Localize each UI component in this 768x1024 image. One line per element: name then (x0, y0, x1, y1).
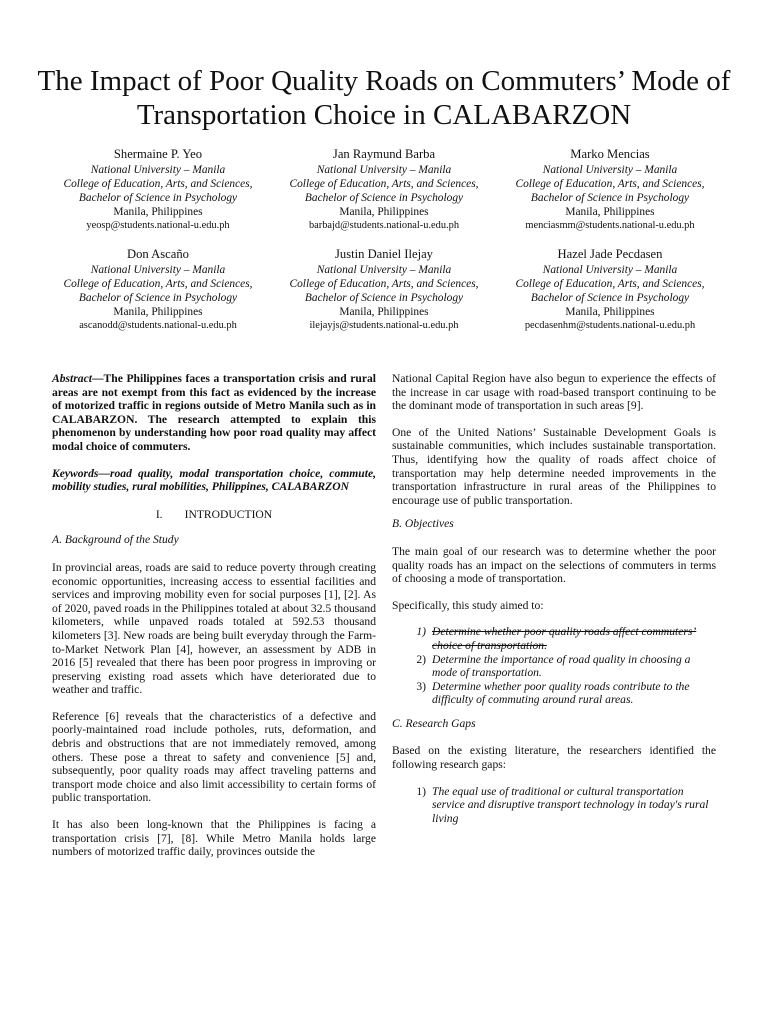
list-text: The equal use of traditional or cultural transportation service and disruptive transport technology in today's rural living (432, 784, 709, 825)
body-paragraph: Specifically, this study aimed to: (392, 598, 544, 612)
author-location: Manila, Philippines (113, 306, 203, 318)
paper-title: The Impact of Poor Quality Roads on Commuters’ Mode of Transportation Choice in CALABARZON (37, 65, 731, 131)
author-name: Jan Raymund Barba (332, 147, 436, 161)
author-name: Hazel Jade Pecdasen (557, 247, 663, 261)
author-location: Manila, Philippines (565, 206, 655, 218)
list-item (392, 653, 716, 680)
author-affiliation: National University – Manila (542, 164, 678, 176)
author-email: pecdasenhm@students.national-u.edu.ph (524, 320, 696, 331)
author-location: Manila, Philippines (565, 306, 655, 318)
author-card (52, 146, 264, 233)
author-email: menciasmm@students.national-u.edu.ph (525, 220, 695, 231)
author-affiliation: National University – Manila (542, 264, 678, 276)
objectives-list (392, 625, 716, 707)
body-paragraph: Reference [6] reveals that the characteristics of a defective and poorly-maintained road include potholes, ruts, deformation, and debris and obstructions that are not immediately removed, among others. These pose a threat to safety and convenience [5] and, subsequently, poor quality roads may affect traveling patterns and transport mode choice and also limit accessibility to certain forms of public transportation. (52, 709, 376, 805)
author-card (278, 146, 490, 233)
author-card (504, 246, 716, 333)
author-department: College of Education, Arts, and Sciences, Bachelor of Science in Psychology (289, 178, 479, 204)
author-affiliation: National University – Manila (316, 264, 452, 276)
author-location: Manila, Philippines (113, 206, 203, 218)
body-paragraph: In provincial areas, roads are said to reduce poverty through creating economic opportunities, increasing access to essential facilities and services and improving mobility even for social purposes [1], [2]. As of 2020, paved roads in the Philippines totaled at about 32.5 thousand kilometers, while unpaved roads totaled at 592.53 thousand kilometers [3]. New roads are being built everyday through the Farm-to-Market Network Plan [4], however, an assessment by ADB in 2016 [5] revealed that there has been poor progress in improving or preserving existing road assets which have deteriorated due to weather and traffic. (52, 560, 376, 697)
author-department: College of Education, Arts, and Sciences, Bachelor of Science in Psychology (515, 178, 705, 204)
list-item (392, 625, 716, 652)
list-number: 2) (416, 652, 426, 666)
body-paragraph: National Capital Region have also begun to experience the effects of the increase in car usage with road-based transport continuing to be the dominant mode of transportation in such areas [9]. (392, 372, 716, 413)
research-gaps-list (392, 785, 716, 826)
author-affiliation: National University – Manila (90, 264, 226, 276)
author-name: Marko Mencias (570, 147, 650, 161)
list-number: 1) (416, 784, 426, 798)
list-text: Determine whether poor quality roads affect commuters’ choice of transportation. (432, 625, 697, 652)
abstract-label: Abstract— (52, 372, 104, 385)
author-row (52, 246, 716, 333)
author-email: barbajd@students.national-u.edu.ph (308, 220, 460, 231)
author-location: Manila, Philippines (339, 206, 429, 218)
author-affiliation: National University – Manila (90, 164, 226, 176)
author-name: Justin Daniel Ilejay (335, 247, 433, 261)
author-department: College of Education, Arts, and Sciences, Bachelor of Science in Psychology (63, 178, 253, 204)
body-paragraph: It has also been long-known that the Philippines is facing a transportation crisis [7], [8]. While Metro Manila holds large numbers of motorized traffic daily, provinces outside the (52, 818, 376, 859)
author-name: Don Ascaño (127, 247, 189, 261)
section-number: I. (155, 507, 163, 521)
author-email: ilejayjs@students.national-u.edu.ph (309, 320, 459, 331)
section-title-rest: NTRODUCTION (188, 507, 273, 521)
list-number: 1) (416, 625, 426, 639)
right-column (392, 372, 716, 825)
author-department: College of Education, Arts, and Sciences, Bachelor of Science in Psychology (63, 278, 253, 304)
list-number: 3) (416, 679, 426, 693)
keywords: Keywords—road quality, modal transportation choice, commute, mobility studies, rural mobilities, Philippines, CALABARZON (52, 466, 376, 494)
author-department: College of Education, Arts, and Sciences, Bachelor of Science in Psychology (515, 278, 705, 304)
left-column (52, 372, 376, 859)
author-row (52, 146, 716, 233)
author-card (52, 246, 264, 333)
list-text: Determine whether poor quality roads contribute to the difficulty of commuting around rural areas. (432, 679, 690, 707)
author-affiliation: National University – Manila (316, 164, 452, 176)
author-email: ascanodd@students.national-u.edu.ph (79, 320, 237, 331)
subsection-heading-background: A. Background of the Study (52, 533, 179, 547)
author-name: Shermaine P. Yeo (113, 147, 203, 161)
subsection-heading-objectives: B. Objectives (392, 517, 454, 531)
author-department: College of Education, Arts, and Sciences, Bachelor of Science in Psychology (289, 278, 479, 304)
body-paragraph: Based on the existing literature, the researchers identified the following research gaps: (392, 744, 716, 772)
abstract (52, 372, 376, 454)
body-paragraph: One of the United Nations’ Sustainable Development Goals is sustainable communities, which includes sustainable transportation. Thus, identifying how the quality of roads affect choice of transportation may help determine needed improvements in the transportation infrastructure in rural areas of the Philippines to encourage use of public transportation. (392, 425, 716, 507)
author-card (278, 246, 490, 333)
author-location: Manila, Philippines (339, 306, 429, 318)
author-block (52, 146, 716, 333)
section-title-initial: I (184, 507, 189, 521)
author-email: yeosp@students.national-u.edu.ph (86, 220, 230, 231)
abstract-text: The Philippines faces a transportation crisis and rural areas are not exempt from this fact as evidenced by the increase of motorized traffic in regions outside of Metro Manila such as in CALABARZON. The research attempted to explain this phenomenon by understanding how poor road quality may affect modal choice of commuters. (52, 372, 376, 453)
list-text: Determine the importance of road quality in choosing a mode of transportation. (432, 652, 691, 680)
list-item (392, 785, 716, 826)
list-item (392, 680, 716, 707)
body-paragraph: The main goal of our research was to determine whether the poor quality roads has an impact on the selections of commuters in terms of choosing a mode of transportation. (392, 544, 716, 586)
section-heading-introduction (52, 508, 376, 522)
subsection-heading-research-gaps: C. Research Gaps (392, 716, 476, 730)
author-card (504, 146, 716, 233)
